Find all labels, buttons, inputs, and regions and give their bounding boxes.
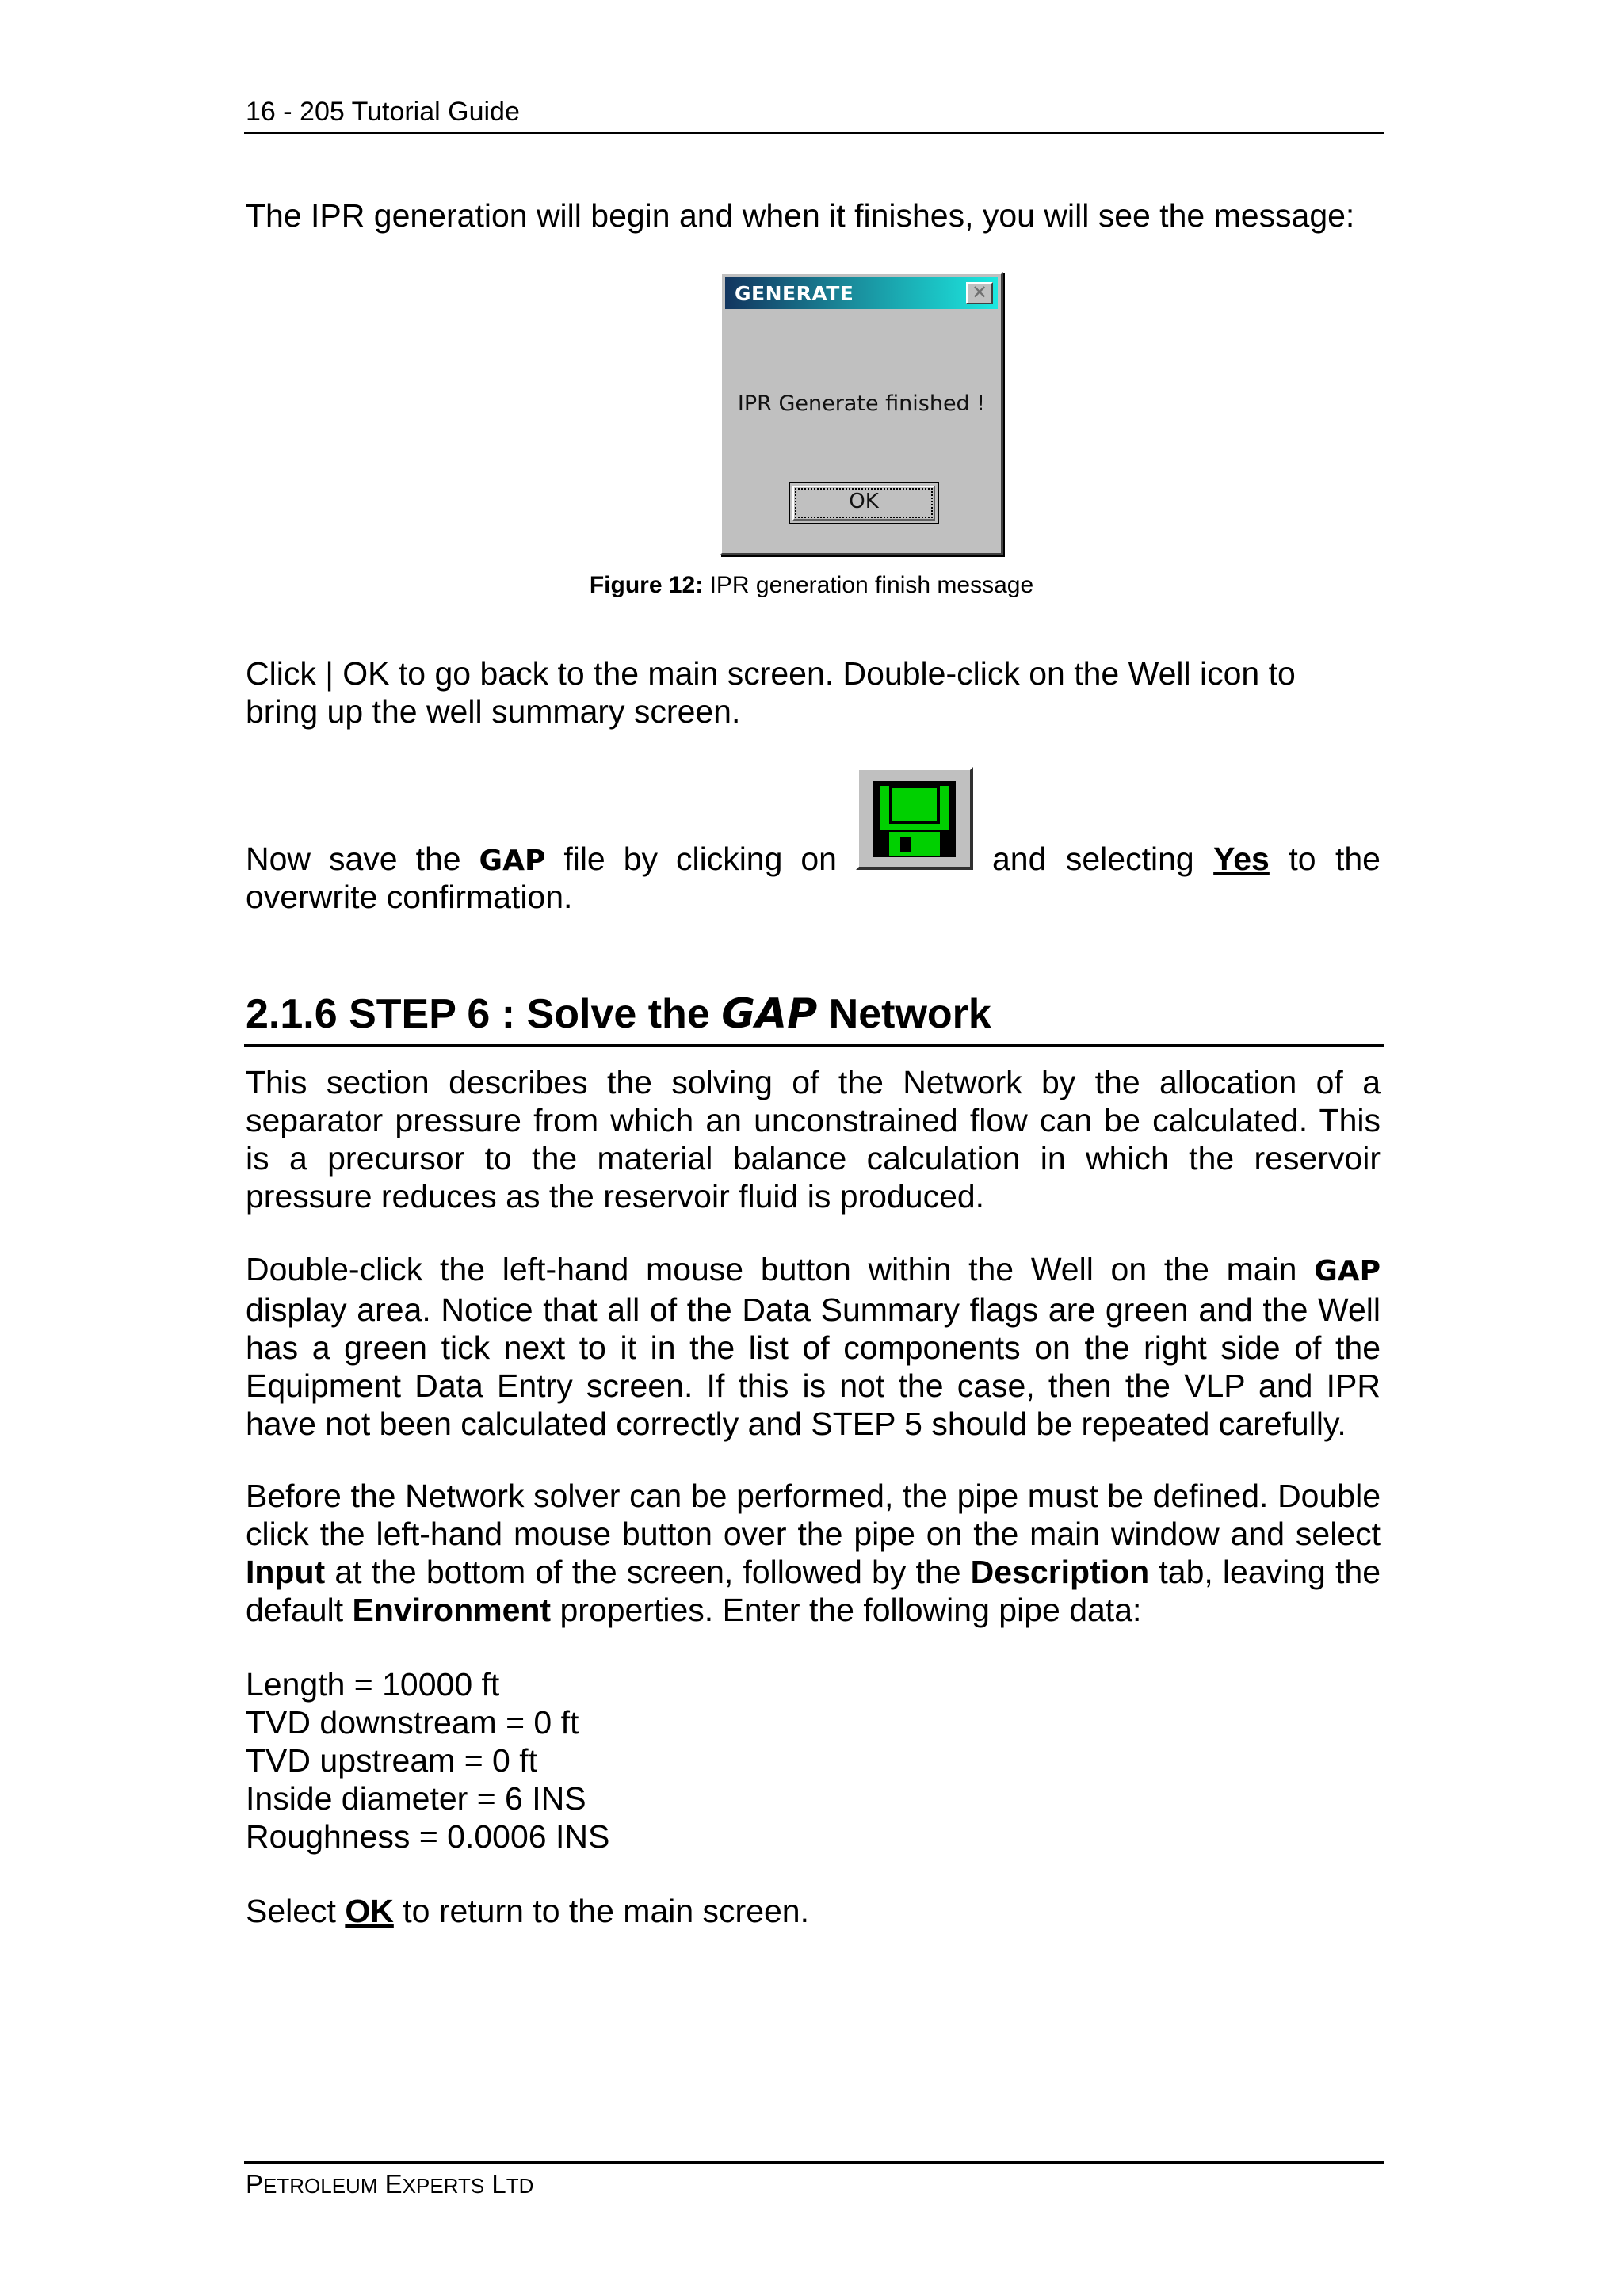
double-click-paragraph: Double-click the left-hand mouse button within the Well on the main GAP display area. Notice that all of the Data Summary flags are green and the Well has a green tick next to it in the list of components on the right side of the Equipment Data Entry screen. If this is not the case, then the VLP and IPR have not been calculated correctly and STEP 5 should be repeated carefully.: [246, 1251, 1381, 1442]
gap-name: GAP: [479, 845, 546, 877]
click-ok-paragraph: [246, 654, 1381, 730]
select-ok-paragraph: Select OK to return to the main screen.: [246, 1893, 809, 1929]
save-line2: overwrite confirmation.: [246, 879, 573, 915]
intro-paragraph: The IPR generation will begin and when it finishes, you will see the message:: [246, 197, 1355, 234]
pipe-definition-paragraph: Before the Network solver can be performed, the pipe must be defined. Double click the left-hand mouse button over the pipe on the main window and select Input at the bottom of the screen, followed by the Description tab, leaving the default Environment properties. Enter the following pipe data:: [246, 1478, 1381, 1628]
generate-dialog: [720, 272, 1003, 555]
dialog-title-bar: [725, 277, 998, 309]
page-header: 16 - 205 Tutorial Guide: [246, 97, 520, 127]
figure-label: Figure 12:: [589, 572, 704, 598]
figure-caption: [0, 572, 1623, 599]
list-item: TVD upstream = 0 ft: [246, 1742, 537, 1779]
click-ok-line1: Click | OK to go back to the main screen. Double-click on the Well icon to: [246, 655, 1296, 692]
list-item: Roughness = 0.0006 INS: [246, 1818, 610, 1855]
header-divider: [244, 132, 1384, 134]
floppy-disk-icon: [872, 780, 957, 859]
dialog-title: GENERATE: [735, 282, 854, 305]
close-icon[interactable]: ✕: [966, 282, 993, 304]
list-item: Inside diameter = 6 INS: [246, 1780, 586, 1817]
save-line-left: Now save the GAP file by clicking on: [246, 841, 837, 877]
save-line-right: and selecting Yes to the: [992, 841, 1381, 877]
page-footer: PETROLEUM EXPERTS LTD: [246, 2169, 534, 2199]
click-ok-line2: bring up the well summary screen.: [246, 693, 741, 730]
save-icon[interactable]: [856, 767, 973, 870]
dialog-message: IPR Generate finished !: [737, 391, 986, 416]
pipe-data-list: [246, 1665, 1381, 1855]
section-heading: 2.1.6 STEP 6 : Solve the GAP Network: [246, 990, 991, 1038]
ok-button-label: OK: [795, 488, 933, 518]
footer-divider: [244, 2161, 1384, 2164]
list-item: Length = 10000 ft: [246, 1666, 500, 1703]
section-intro-paragraph: This section describes the solving of the Network by the allocation of a separator pressure from which an unconstrained flow can be calculated. This is a precursor to the material balance calculation in which the reservoir pressure reduces as the reservoir fluid is produced.: [246, 1064, 1381, 1215]
ok-button[interactable]: [789, 482, 939, 524]
figure-caption-text: IPR generation finish message: [703, 572, 1034, 598]
list-item: TVD downstream = 0 ft: [246, 1704, 579, 1741]
yes-option: Yes: [1213, 841, 1270, 877]
section-divider: [244, 1044, 1384, 1047]
